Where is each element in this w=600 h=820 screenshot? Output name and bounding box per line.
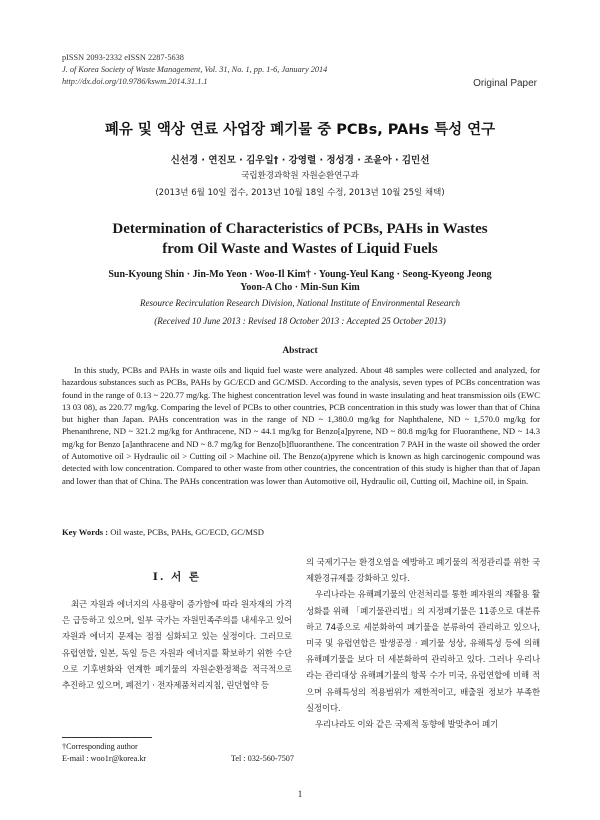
journal-header xyxy=(62,52,542,88)
english-title xyxy=(0,219,600,259)
abstract-body: In this study, PCBs and PAHs in waste oils and liquid fuel waste were analyzed. About 48 samples were collected and analyzed, for hazardous substances such as PCBs, PAHs by GC/ECD and GC/MSD. According to the analysis, seven types of PCBs concentration was found in the range of 0.13 ~ 220.77 mg/kg. The highest concentration level was found in waste insulating and heat transmission oils (EWC 13 03 08), as 220.77 mg/kg. Comparing the level of PCBs to other countries, PCB concentration in this study was lower than that of China but higher than Japan. PAHs concentration was in the range of ND ~ 1,380.0 mg/kg for Naphthalene, ND ~ 1,570.0 mg/kg for Phenanthrene, ND ~ 321.2 mg/kg for Anthracene, ND ~ 44.1 mg/kg for Benzo[a]pyrene, ND ~ 80.8 mg/kg for Fluoranthene, ND ~ 14.3 mg/kg for Benzo [a]anthracene and ND ~ 8.7 mg/kg for Benzo[b]fluoranthene. The concentration 7 PAH in the waste oil showed the order of Automotive oil > Hydraulic oil > Cutting oil > Machine oil. The Benzo(a)pyrene which is known as high carcinogenic compound was detected with low concentration. Compared to other waste from other countries, the concentration of this study is higher than that of Japan and lower than that of China. The PAHs concentration was lower than Automotive oil, Hydraulic oil, Cutting oil, Machine oil, in Spain. xyxy=(62,365,540,486)
english-authors-line-1: Sun-Kyoung Shin · Jin-Mo Yeon · Woo-Il Kim† · Young-Yeul Kang · Seong-Kyeong Jeong xyxy=(108,269,492,280)
keywords-label: Key Words : xyxy=(62,527,109,537)
english-authors-line-2: Yoon-A Cho · Min-Sun Kim xyxy=(240,282,360,293)
english-title-line-2: from Oil Waste and Wastes of Liquid Fuels xyxy=(162,241,438,257)
english-dates: (Received 10 June 2013 : Revised 18 October 2013 : Accepted 25 October 2013) xyxy=(154,316,446,326)
english-title-line-1: Determination of Characteristics of PCBs, PAHs in Wastes xyxy=(112,221,488,237)
korean-authors: 신선경 · 연진모 · 김우일† · 강영렬 · 정성경 · 조윤아 · 김민선 xyxy=(170,155,430,166)
abstract-heading: Abstract xyxy=(282,346,318,356)
corresponding-author: †Corresponding author xyxy=(62,742,138,751)
korean-dates: (2013년 6월 10일 접수, 2013년 10월 18일 수정, 2013년 10월 25일 채택) xyxy=(155,188,445,198)
intro-paragraph-3: 우리나라도 이와 같은 국제적 동향에 발맞추어 폐기 xyxy=(315,719,499,730)
english-authors xyxy=(0,268,600,294)
footnote-divider xyxy=(62,737,152,738)
section-heading-introduction: I. 서 론 xyxy=(152,571,202,583)
korean-affiliation: 국립환경과학원 자원순환연구과 xyxy=(241,171,359,181)
footnote xyxy=(62,741,294,765)
intro-paragraph-1: 최근 자원과 에너지의 사용량이 증가함에 따라 원자재의 가격은 급등하고 있으며, 일부 국가는 자원민족주의를 내세우고 있어 자원과 에너지 문제는 점점 심화되고 있는 실정이다. 그러므로 유럽연합, 일본, 독일 등은 자원과 에너지를 확보하기 위한 수단으로 기후변화와 연계한 폐기물의 자원순환정책을 적극적으로 추진하고 있으며, 폐전기 · 전자제품처리지침, 린던협약 등 xyxy=(62,599,292,691)
issn-line: pISSN 2093-2332 eISSN 2287-5638 xyxy=(62,53,184,62)
journal-citation: J. of Korea Society of Waste Management, Vol. 31, No. 1, pp. 1-6, January 2014 xyxy=(62,65,328,74)
intro-paragraph-2: 우리나라는 유해폐기물의 안전처리를 통한 폐자원의 재활용 활성화를 위해 「폐기물관리법」의 지정폐기물은 11종으로 대분류하고 74종으로 세분화하여 폐기물을 분류하여 관리하고 있으나, 미국 및 유럽연합은 발생공정 · 폐기물 성상, 유해특성 등에 의해 유해폐기물을 보다 더 세분화하여 관리하고 있다. 그러나 우리나라는 관리대상 유해폐기물의 항목 수가 미국, 유럽연합에 비해 적으며 유해특성의 적용범위가 제한적이고, 배출원 정보가 부족한 실정이다. xyxy=(306,589,540,713)
author-email[interactable]: E-mail : woo1r@korea.kr xyxy=(62,754,147,763)
intro-paragraph-1-continued: 의 국제기구는 환경오염을 예방하고 폐기물의 적정관리를 위한 국제환경규제를 강화하고 있다. xyxy=(306,557,540,584)
page-number: 1 xyxy=(297,789,303,799)
author-phone: Tel : 032-560-7507 xyxy=(230,754,294,763)
korean-title: 폐유 및 액상 연료 사업장 폐기물 중 PCBs, PAHs 특성 연구 xyxy=(104,122,496,138)
english-affiliation: Resource Recirculation Research Division, National Institute of Environmental Research xyxy=(139,298,460,308)
right-column xyxy=(306,554,540,732)
keywords-list: Oil waste, PCBs, PAHs, GC/ECD, GC/MSD xyxy=(108,527,264,537)
left-column xyxy=(62,569,292,693)
doi-link[interactable]: http://dx.doi.org/10.9786/kswm.2014.31.1.1 xyxy=(62,77,208,86)
paper-type-label: Original Paper xyxy=(473,78,537,89)
keywords xyxy=(62,527,540,537)
